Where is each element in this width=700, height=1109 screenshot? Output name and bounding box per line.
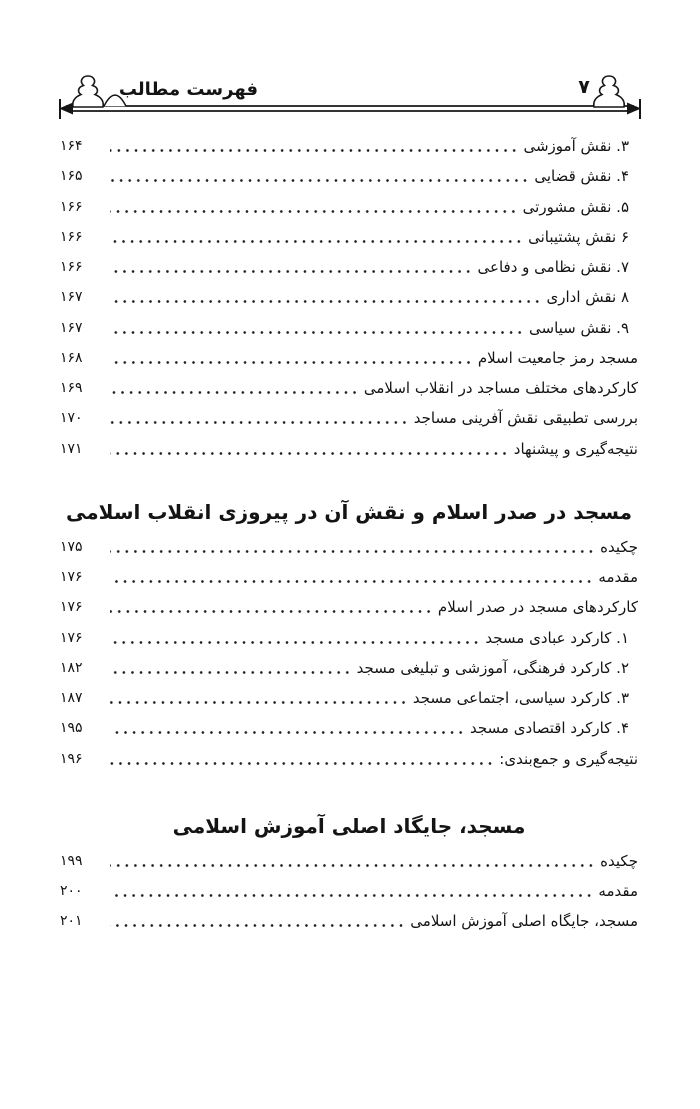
toc-block	[60, 846, 638, 937]
dot-leader	[110, 403, 409, 433]
toc-entry	[60, 131, 638, 161]
toc-entry	[60, 623, 638, 653]
toc-entry-label: مقدمه	[598, 882, 638, 901]
toc-entry-page: ۱۷۶	[60, 569, 83, 586]
toc-entry-page: ۱۷۱	[60, 440, 83, 457]
dot-leader	[110, 906, 405, 936]
toc-entry-label: ۹. نقش سیاسی	[529, 318, 629, 337]
toc-entry	[60, 313, 638, 343]
header-rule	[66, 106, 634, 111]
toc-entry-page: ۱۷۶	[60, 629, 83, 646]
toc-entry-page: ۱۸۲	[60, 659, 83, 676]
dot-leader	[110, 653, 352, 683]
toc-entry-label: بررسی تطبیقی نقش آفرینی مساجد	[413, 409, 638, 428]
dot-leader	[110, 683, 408, 713]
toc-entry-page: ۱۷۰	[60, 410, 83, 427]
toc-entry	[60, 343, 638, 373]
toc-entry-label: مسجد، جایگاه اصلی آموزش اسلامی	[410, 912, 638, 931]
toc-entry-label: مسجد رمز جامعیت اسلام	[477, 348, 638, 367]
toc-entry	[60, 876, 638, 906]
toc-entry	[60, 744, 638, 774]
toc-entry-page: ۱۶۴	[60, 138, 83, 155]
dot-leader	[110, 713, 465, 743]
toc-entry-page: ۱۶۷	[60, 289, 83, 306]
dot-leader	[110, 532, 595, 562]
toc-entry-label: چکیده	[600, 851, 638, 870]
toc-entry-label: ۳. کارکرد سیاسی، اجتماعی مسجد	[412, 689, 629, 708]
toc-entry	[60, 222, 638, 252]
toc-entry-label: ۴. نقش قضایی	[534, 167, 629, 186]
right-mosque-dome-icon	[594, 76, 624, 107]
toc-entry-page: ۱۶۶	[60, 228, 83, 245]
toc-entry	[60, 373, 638, 403]
toc-entry-label: ۸ نقش اداری	[546, 288, 629, 307]
toc-entry-label: ۶ نقش پشتیبانی	[528, 227, 629, 246]
dot-leader	[110, 313, 524, 343]
toc-entry	[60, 592, 638, 622]
toc-entry-page: ۱۹۵	[60, 720, 83, 737]
right-arrow-end-icon	[627, 103, 641, 115]
toc-entry-label: ۱. کارکرد عبادی مسجد	[485, 628, 629, 647]
dot-leader	[110, 876, 593, 906]
toc-entry-label: نتیجه‌گیری و جمع‌بندی:	[499, 749, 638, 768]
toc-entry-page: ۱۷۶	[60, 599, 83, 616]
toc-entry-page: ۱۹۶	[60, 750, 83, 767]
toc-entry-label: مقدمه	[598, 568, 638, 587]
toc-entry	[60, 161, 638, 191]
toc-entry-page: ۱۶۶	[60, 259, 83, 276]
dot-leader	[110, 161, 529, 191]
dot-leader	[110, 846, 595, 876]
toc-entry-label: ۵. نقش مشورتی	[522, 197, 629, 216]
toc-entry	[60, 713, 638, 743]
toc-entry-label: نتیجه‌گیری و پیشنهاد	[513, 439, 638, 458]
toc-entry-page: ۱۶۹	[60, 380, 83, 397]
toc-entry-label: ۳. نقش آموزشی	[523, 137, 629, 156]
toc-entry	[60, 282, 638, 312]
dot-leader	[110, 222, 523, 252]
dot-leader	[110, 562, 593, 592]
dot-leader	[110, 252, 473, 282]
toc-entry-page: ۱۶۵	[60, 168, 83, 185]
dot-leader	[110, 744, 494, 774]
toc-block	[60, 131, 638, 464]
page-number: ۷	[578, 76, 590, 98]
toc-entry-label: چکیده	[600, 537, 638, 556]
toc-entry-label: ۲. کارکرد فرهنگی، آموزشی و تبلیغی مسجد	[356, 658, 629, 677]
toc-entry-page: ۱۶۶	[60, 198, 83, 215]
toc-entry-page: ۱۷۵	[60, 538, 83, 555]
header-ornament	[0, 0, 700, 130]
dot-leader	[110, 131, 518, 161]
dot-leader	[110, 192, 518, 222]
toc-entry-page: ۲۰۱	[60, 913, 83, 930]
toc-entry	[60, 434, 638, 464]
toc-entry-page: ۲۰۰	[60, 883, 83, 900]
toc-entry	[60, 846, 638, 876]
toc-entry-page: ۱۹۹	[60, 852, 83, 869]
toc-entry	[60, 403, 638, 433]
section-heading: مسجد در صدر اسلام و نقش آن در پیروزی انقلاب اسلامی	[66, 499, 632, 524]
dot-leader	[110, 282, 542, 312]
toc-block	[60, 532, 638, 774]
toc-entry-page: ۱۶۸	[60, 349, 83, 366]
toc-entry-page: ۱۸۷	[60, 690, 83, 707]
toc-entry-page: ۱۶۷	[60, 319, 83, 336]
dot-leader	[110, 434, 509, 464]
toc-entry-label: ۴. کارکرد اقتصادی مسجد	[469, 719, 629, 738]
toc-entry-label: کارکردهای مختلف مساجد در انقلاب اسلامی	[363, 379, 638, 398]
toc-entry-label: ۷. نقش نظامی و دفاعی	[477, 258, 629, 277]
toc-entry	[60, 562, 638, 592]
toc-entry	[60, 252, 638, 282]
table-of-contents	[60, 131, 638, 937]
toc-entry	[60, 192, 638, 222]
dot-leader	[110, 343, 473, 373]
toc-entry	[60, 683, 638, 713]
toc-entry	[60, 906, 638, 936]
dot-leader	[110, 623, 480, 653]
toc-entry-label: کارکردهای مسجد در صدر اسلام	[437, 598, 638, 617]
dot-leader	[110, 592, 433, 622]
dot-leader	[110, 373, 359, 403]
left-arrow-end-icon	[59, 103, 73, 115]
toc-entry	[60, 653, 638, 683]
section-heading: مسجد، جایگاد اصلی آموزش اسلامی	[172, 813, 526, 838]
toc-entry	[60, 532, 638, 562]
running-head-title: فهرست مطالب	[118, 79, 258, 100]
